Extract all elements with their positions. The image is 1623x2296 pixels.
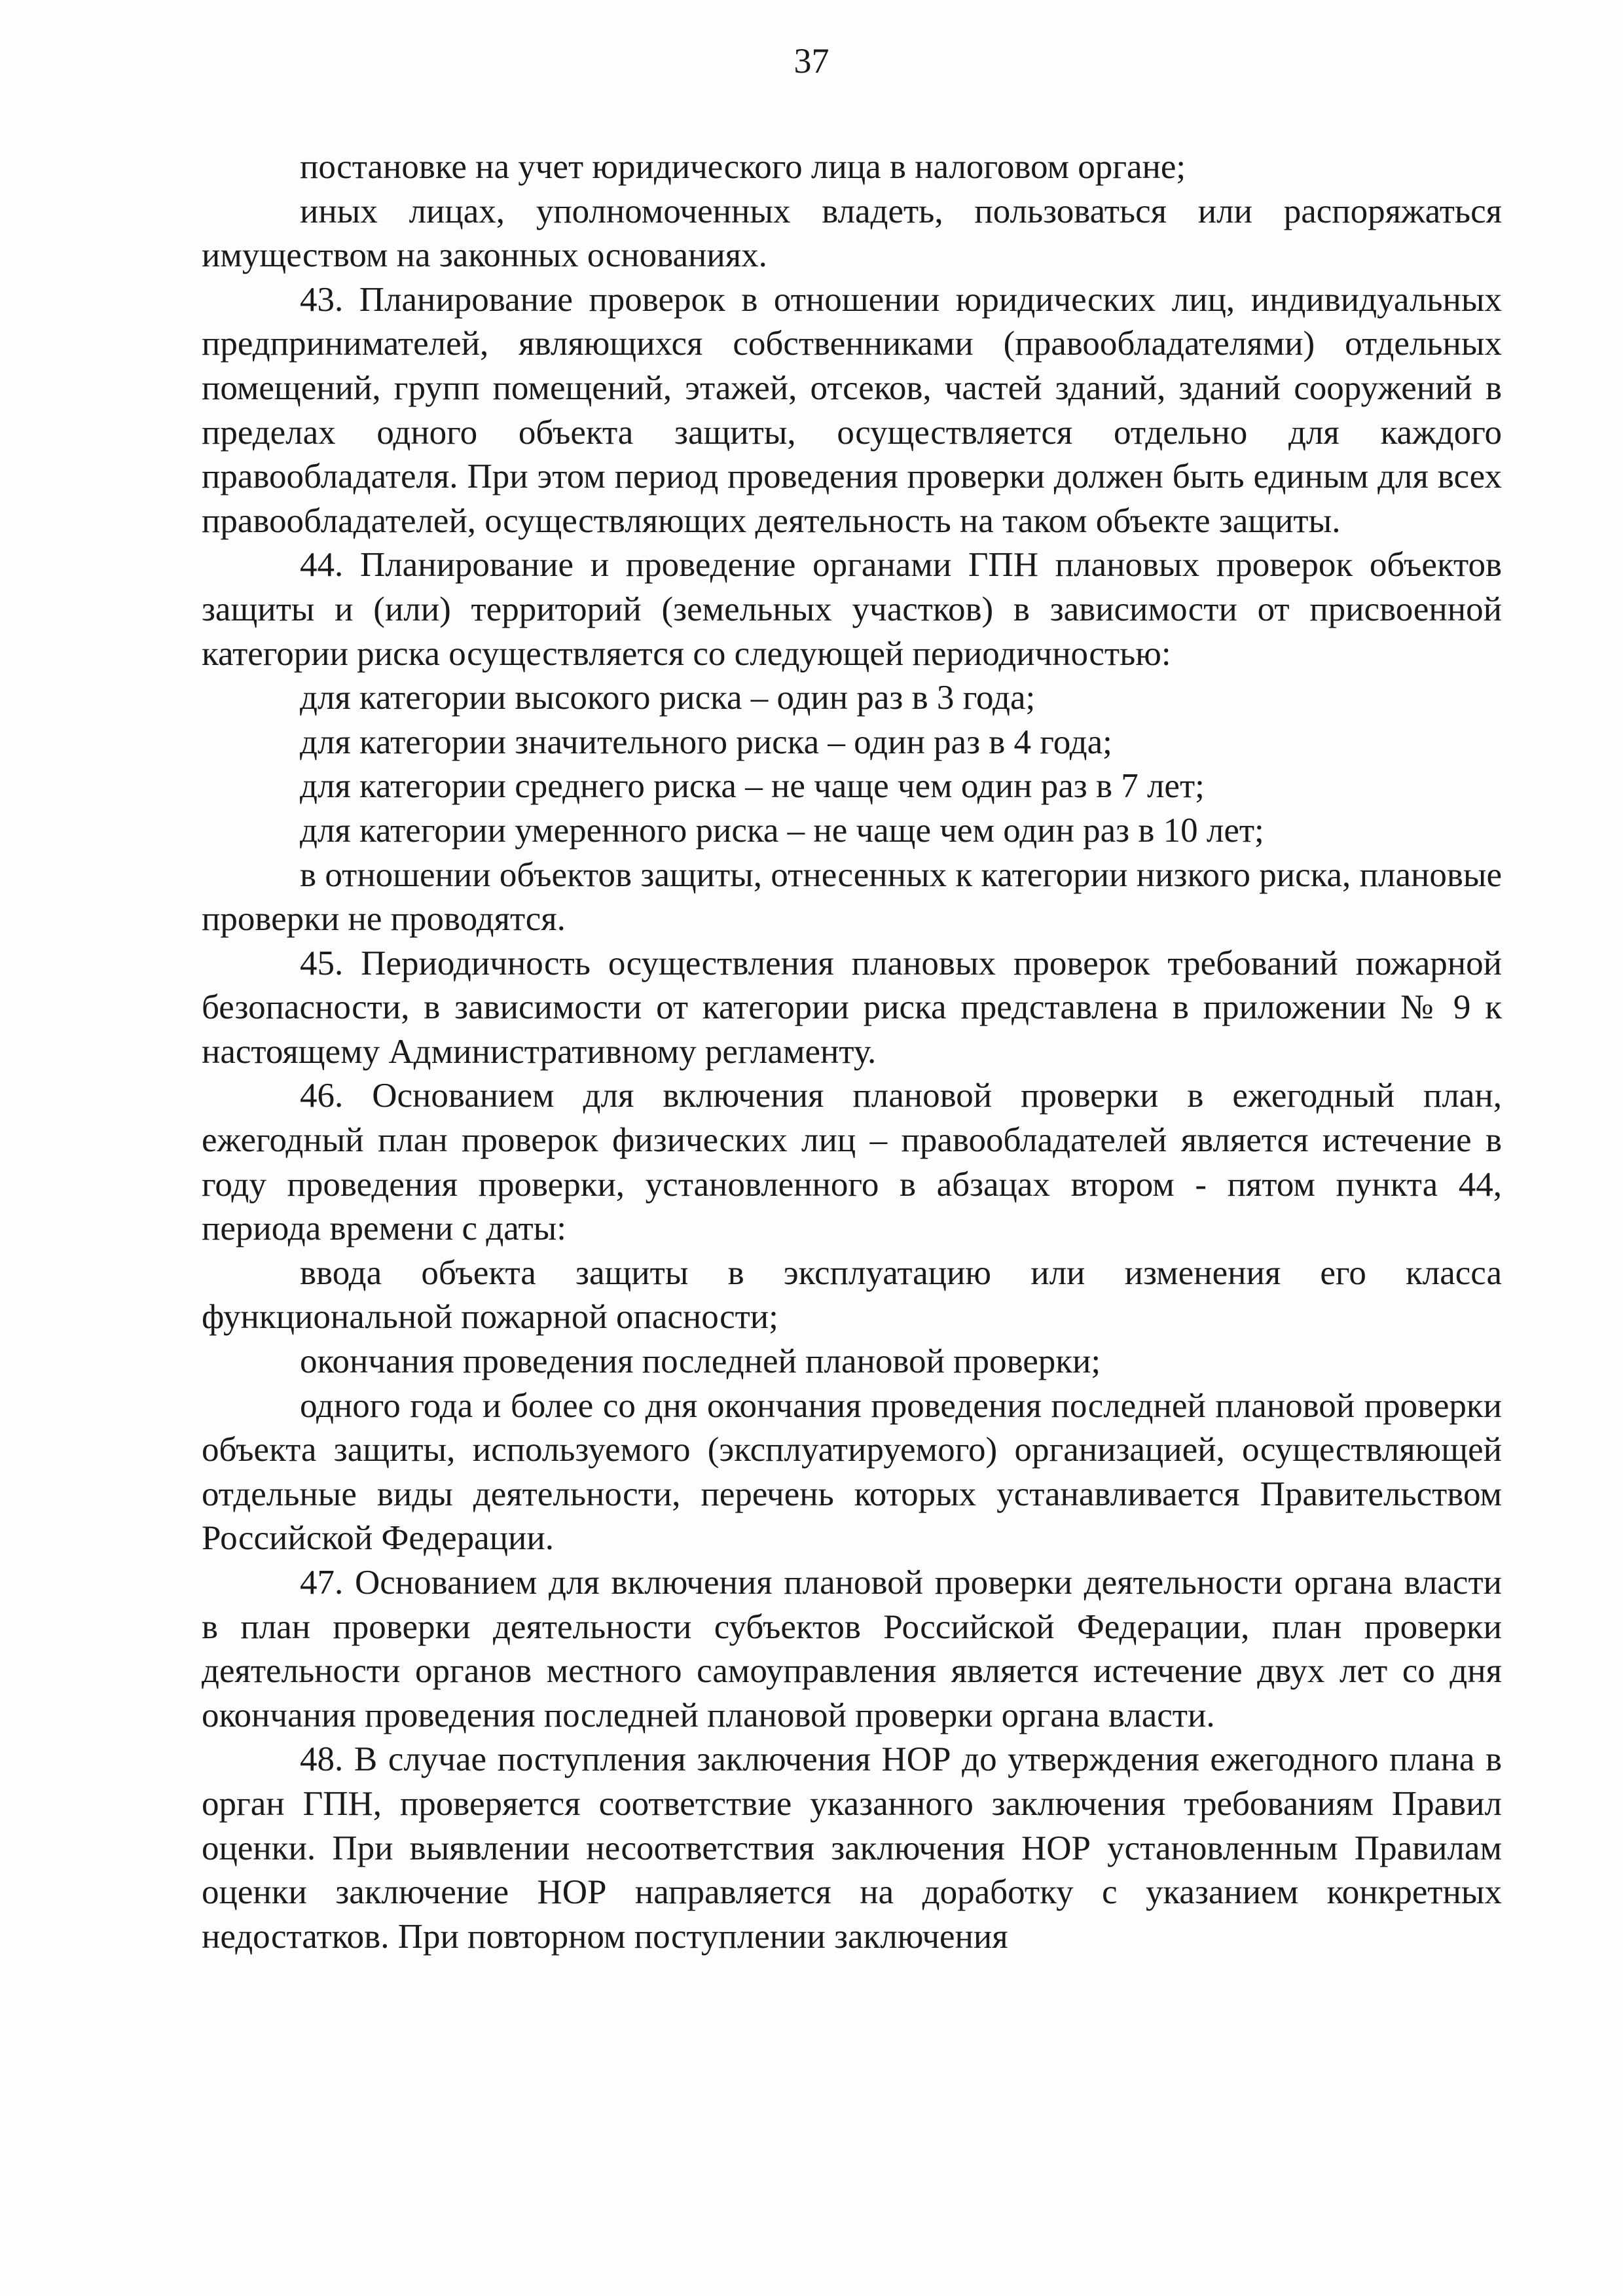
paragraph-item-45: 45. Периодичность осуществления плановых проверок требований пожарной безопасности, в зависимости от категории риска представлена в приложении № 9 к настоящему Административному регламенту. bbox=[202, 944, 1502, 1071]
paragraph-item-43: 43. Планирование проверок в отношении юридических лиц, индивидуальных предпринимателей, являющихся собственниками (правообладателями) отдельных помещений, групп помещений, этажей, отсеков, частей зданий, зданий сооружений в пределах одного объекта защиты, осуществляется отдельно для каждого правообладателя. При этом период проведения проверки должен быть единым для всех правообладателей, осуществляющих деятельность на таком объекте защиты. bbox=[202, 280, 1502, 540]
paragraph-other-persons: иных лицах, уполномоченных владеть, пользоваться или распоряжаться имуществом на законных основаниях. bbox=[202, 192, 1502, 275]
paragraph-medium-risk: для категории среднего риска – не чаще чем один раз в 7 лет; bbox=[300, 767, 1205, 806]
paragraph-low-risk: в отношении объектов защиты, отнесенных к категории низкого риска, плановые проверки не проводятся. bbox=[202, 855, 1502, 939]
paragraph-item-47: 47. Основанием для включения плановой проверки деятельности органа власти в план проверки деятельности субъектов Российской Федерации, план проверки деятельности органов местного самоуправления является истечение двух лет со дня окончания проведения последней плановой проверки органа власти. bbox=[202, 1564, 1502, 1734]
page-number: 37 bbox=[793, 41, 830, 81]
paragraph-one-year: одного года и более со дня окончания проведения последней плановой проверки объекта защиты, используемого (эксплуатируемого) организацией, осуществляющей отдельные виды деятельности, перечень которых устанавливается Правительством Российской Федерации. bbox=[202, 1386, 1502, 1558]
paragraph-high-risk: для категории высокого риска – один раз в 3 года; bbox=[300, 679, 1036, 717]
paragraph-moderate-risk: для категории умеренного риска – не чаще чем один раз в 10 лет; bbox=[300, 811, 1264, 850]
document-body bbox=[202, 145, 1502, 1959]
paragraph-tax-registration: постановке на учет юридического лица в налоговом органе; bbox=[300, 148, 1186, 186]
paragraph-item-44: 44. Планирование и проведение органами ГПН плановых проверок объектов защиты и (или) территорий (земельных участков) в зависимости от присвоенной категории риска осуществляется со следующей периодичностью: bbox=[202, 546, 1502, 673]
paragraph-commissioning: ввода объекта защиты в эксплуатацию или изменения его класса функциональной пожарной опасности; bbox=[202, 1253, 1502, 1336]
paragraph-item-46: 46. Основанием для включения плановой проверки в ежегодный план, ежегодный план проверок физических лиц – правообладателей является истечение в году проведения проверки, установленного в абзацах втором - пятом пункта 44, периода времени с даты: bbox=[202, 1077, 1502, 1248]
paragraph-significant-risk: для категории значительного риска – один раз в 4 года; bbox=[300, 723, 1112, 761]
paragraph-item-48: 48. В случае поступления заключения НОР до утверждения ежегодного плана в орган ГПН, проверяется соответствие указанного заключения требованиям Правил оценки. При выявлении несоответствия заключения НОР установленным Правилам оценки заключение НОР направляется на доработку с указанием конкретных недостатков. При повторном поступлении заключения bbox=[202, 1740, 1502, 1956]
paragraph-last-inspection: окончания проведения последней плановой проверки; bbox=[300, 1342, 1101, 1381]
